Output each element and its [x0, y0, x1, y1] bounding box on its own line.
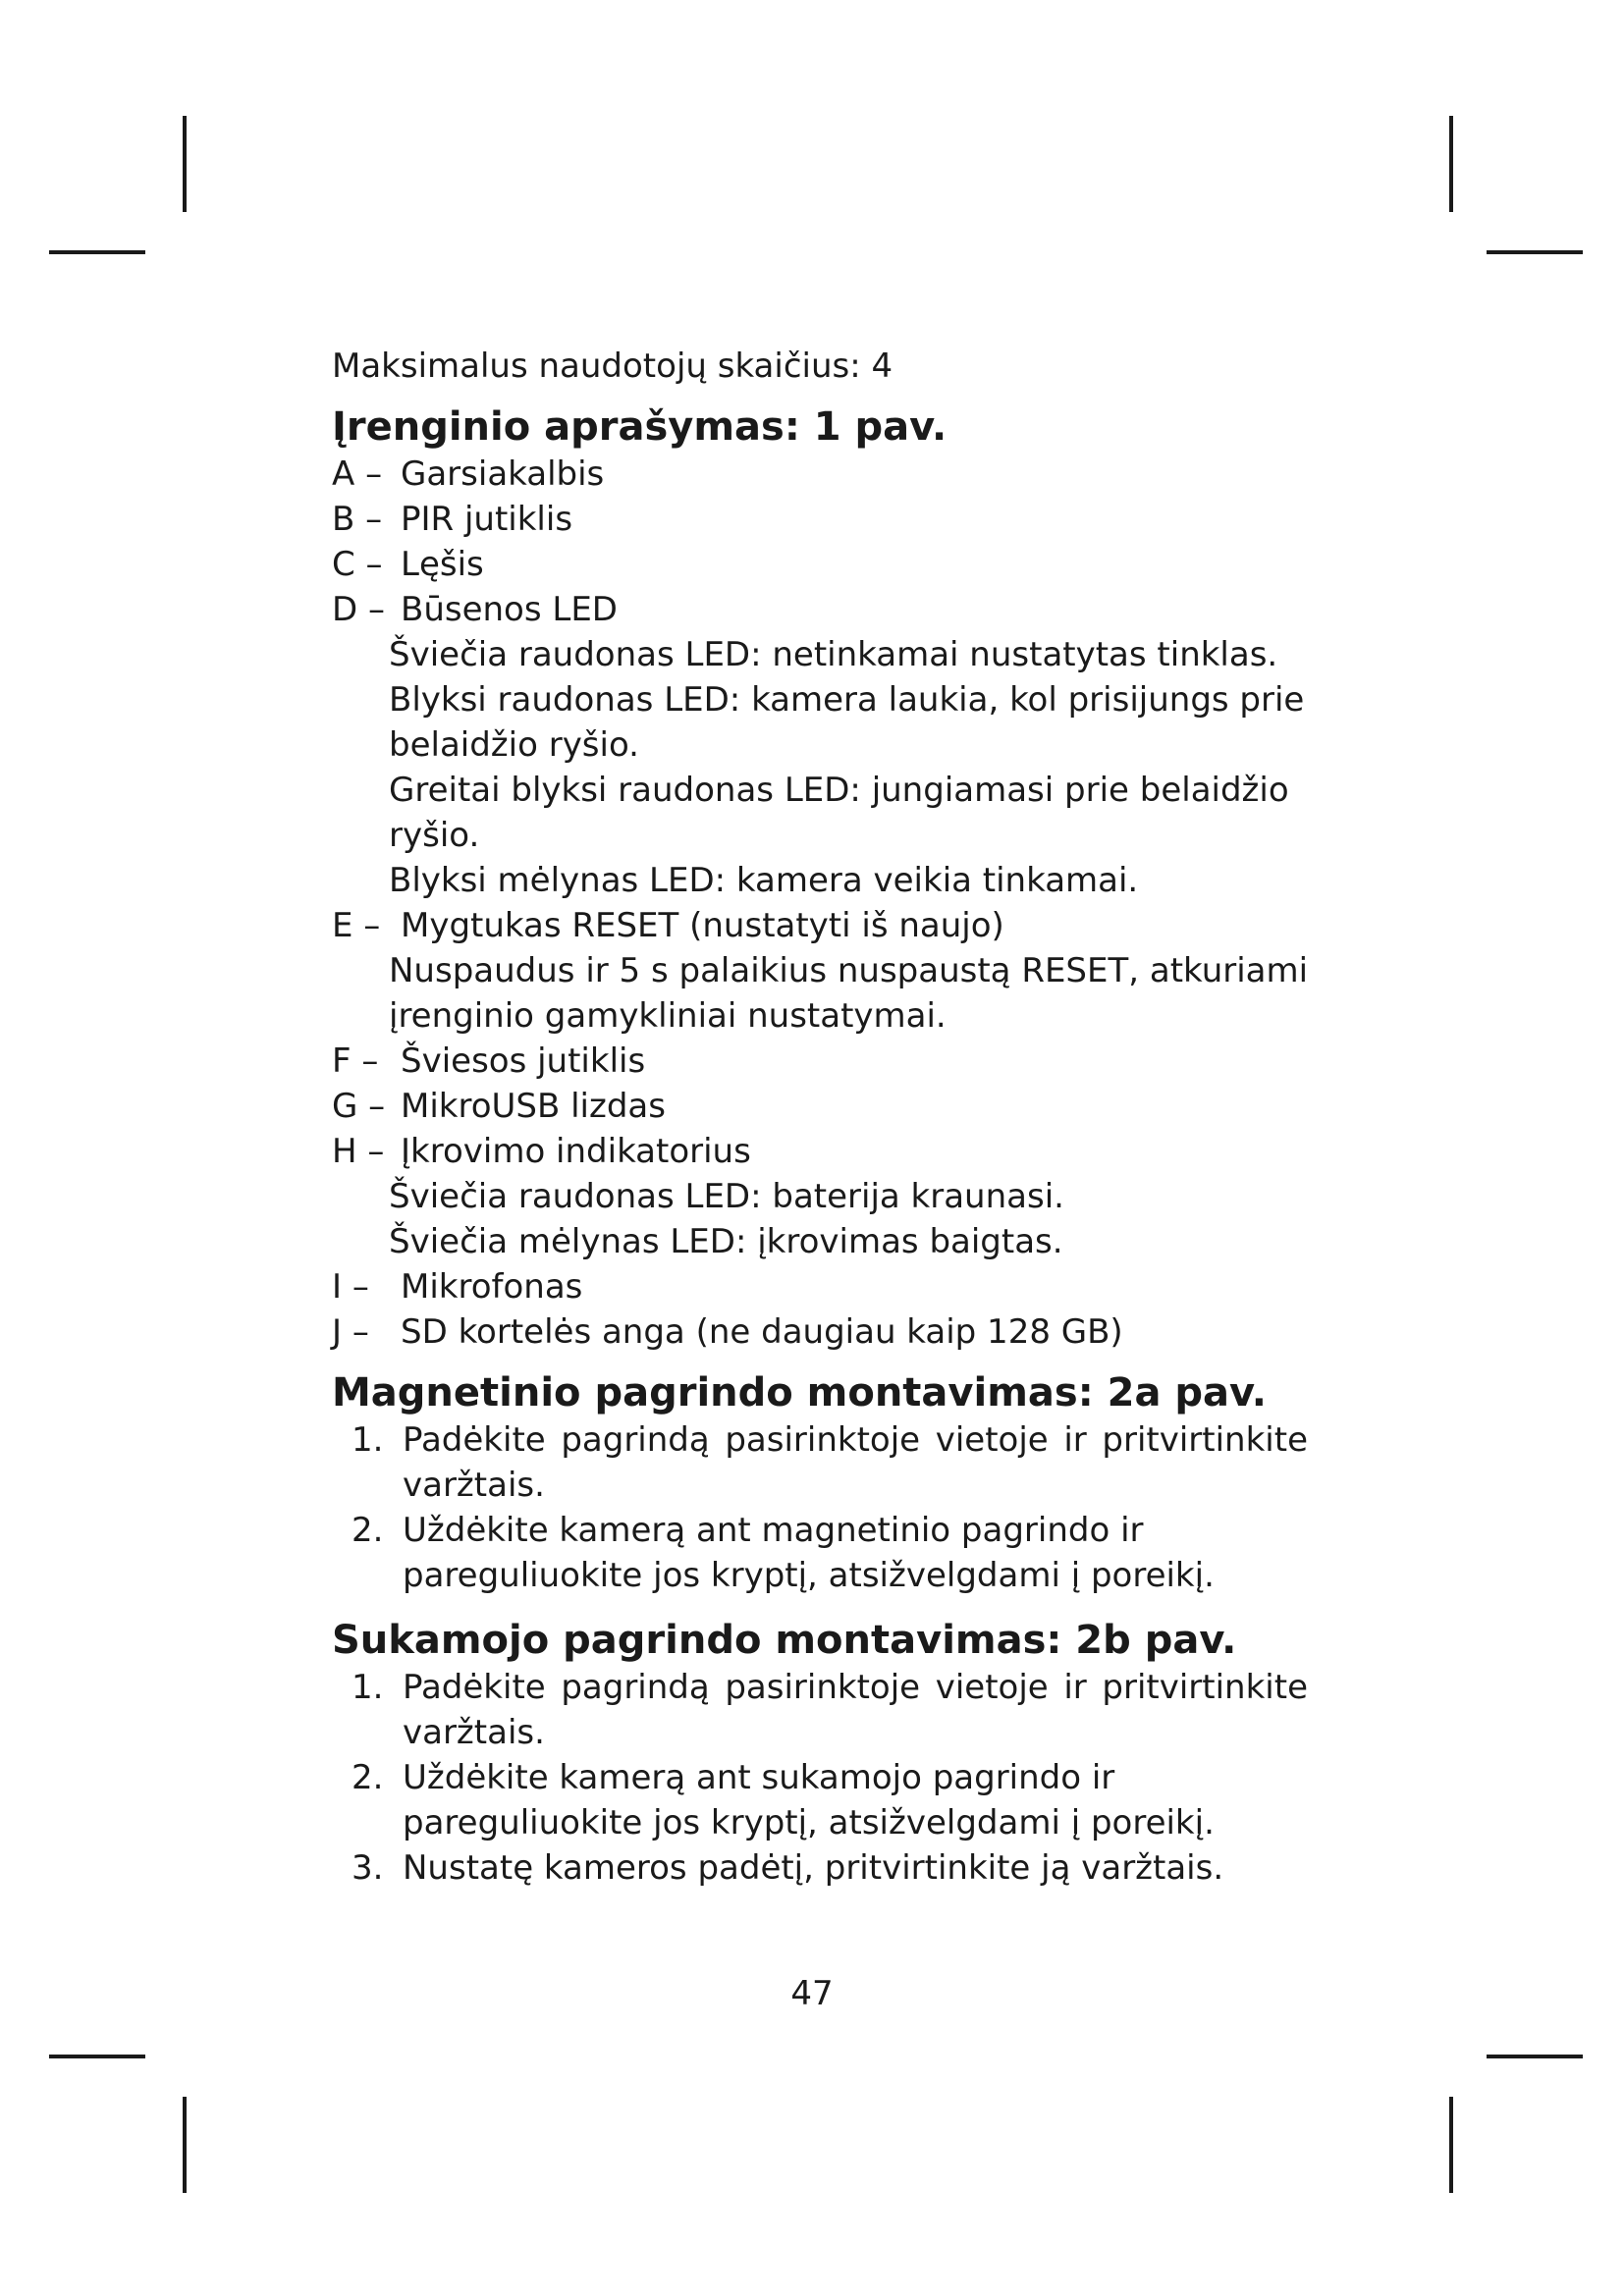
list-item [332, 1665, 1314, 1755]
list-item [332, 1039, 1314, 1084]
step-text: Uždėkite kamerą ant sukamojo pagrindo ir pareguliuokite jos kryptį, atsižvelgdami į poreikį. [403, 1758, 1215, 1842]
list-item [332, 1264, 1314, 1309]
item-label: SD kortelės anga (ne daugiau kaip 128 GB) [401, 1312, 1123, 1352]
device-parts-list [332, 452, 1314, 1355]
step-text: Uždėkite kamerą ant magnetinio pagrindo ir pareguliuokite jos kryptį, atsižvelgdami į poreikį. [403, 1511, 1215, 1595]
magnetic-mount-heading: Magnetinio pagrindo montavimas: 2a pav. [332, 1370, 1267, 1415]
crop-mark-top-right-vertical [1449, 116, 1453, 212]
device-description-heading: Įrenginio aprašymas: 1 pav. [332, 404, 947, 450]
step-number: 1. [352, 1668, 384, 1707]
list-item [332, 1417, 1314, 1508]
list-item [332, 542, 1314, 587]
item-letter: G – [332, 1087, 386, 1126]
item-letter: E – [332, 906, 381, 945]
step-text: Padėkite pagrindą pasirinktoje vietoje ir pritvirtinkite varžtais. [403, 1420, 1308, 1505]
detail-line: Nuspaudus ir 5 s palaikius nuspaustą RESET, atkuriami įrenginio gamykliniai nustatymai. [389, 951, 1309, 1036]
item-details [332, 948, 1314, 1039]
item-details [332, 632, 1314, 903]
item-label: Garsiakalbis [401, 454, 605, 494]
crop-mark-bottom-right-horizontal [1487, 2055, 1583, 2058]
list-item [332, 452, 1314, 497]
detail-line: Šviečia mėlynas LED: įkrovimas baigtas. [389, 1222, 1063, 1261]
item-details [332, 1174, 1314, 1264]
list-item [332, 1084, 1314, 1129]
step-number: 2. [352, 1758, 384, 1797]
list-item [332, 1129, 1314, 1174]
crop-mark-bottom-right-vertical [1449, 2097, 1453, 2193]
item-letter: B – [332, 500, 383, 539]
step-number: 2. [352, 1511, 384, 1550]
list-item [332, 587, 1314, 632]
item-label: MikroUSB lizdas [401, 1087, 666, 1126]
item-letter: F – [332, 1041, 379, 1081]
crop-mark-top-left-vertical [183, 116, 187, 212]
detail-line: Blyksi raudonas LED: kamera laukia, kol prisijungs prie belaidžio ryšio. [389, 680, 1305, 765]
item-label: Mygtukas RESET (nustatyti iš naujo) [401, 906, 1004, 945]
step-number: 1. [352, 1420, 384, 1460]
page-number: 47 [790, 1974, 834, 2013]
crop-mark-top-left-horizontal [49, 250, 145, 254]
list-item [332, 1755, 1314, 1845]
item-letter: C – [332, 545, 383, 584]
step-text: Nustatę kameros padėtį, pritvirtinkite ją varžtais. [403, 1848, 1224, 1888]
rotating-mount-steps [332, 1665, 1314, 1891]
crop-mark-top-right-horizontal [1487, 250, 1583, 254]
item-letter: A – [332, 454, 383, 494]
rotating-mount-heading: Sukamojo pagrindo montavimas: 2b pav. [332, 1618, 1237, 1663]
item-letter: J – [332, 1312, 369, 1352]
list-item [332, 1309, 1314, 1355]
page-content [332, 344, 1314, 1891]
item-label: Būsenos LED [401, 590, 618, 629]
step-number: 3. [352, 1848, 384, 1888]
item-letter: I – [332, 1267, 369, 1307]
list-item [332, 1845, 1314, 1891]
step-text: Padėkite pagrindą pasirinktoje vietoje ir pritvirtinkite varžtais. [403, 1668, 1308, 1752]
crop-mark-bottom-left-horizontal [49, 2055, 145, 2058]
list-item [332, 1508, 1314, 1598]
max-users-line: Maksimalus naudotojų skaičius: 4 [332, 347, 893, 386]
item-label: Mikrofonas [401, 1267, 583, 1307]
list-item [332, 903, 1314, 948]
item-label: Įkrovimo indikatorius [401, 1132, 751, 1171]
item-label: PIR jutiklis [401, 500, 573, 539]
item-letter: D – [332, 590, 385, 629]
detail-line: Šviečia raudonas LED: baterija kraunasi. [389, 1177, 1064, 1216]
magnetic-mount-steps [332, 1417, 1314, 1598]
crop-mark-bottom-left-vertical [183, 2097, 187, 2193]
item-label: Šviesos jutiklis [401, 1041, 646, 1081]
item-letter: H – [332, 1132, 385, 1171]
detail-line: Blyksi mėlynas LED: kamera veikia tinkamai. [389, 861, 1139, 900]
item-label: Lęšis [401, 545, 484, 584]
detail-line: Greitai blyksi raudonas LED: jungiamasi prie belaidžio ryšio. [389, 771, 1289, 855]
list-item [332, 497, 1314, 542]
detail-line: Šviečia raudonas LED: netinkamai nustatytas tinklas. [389, 635, 1278, 674]
